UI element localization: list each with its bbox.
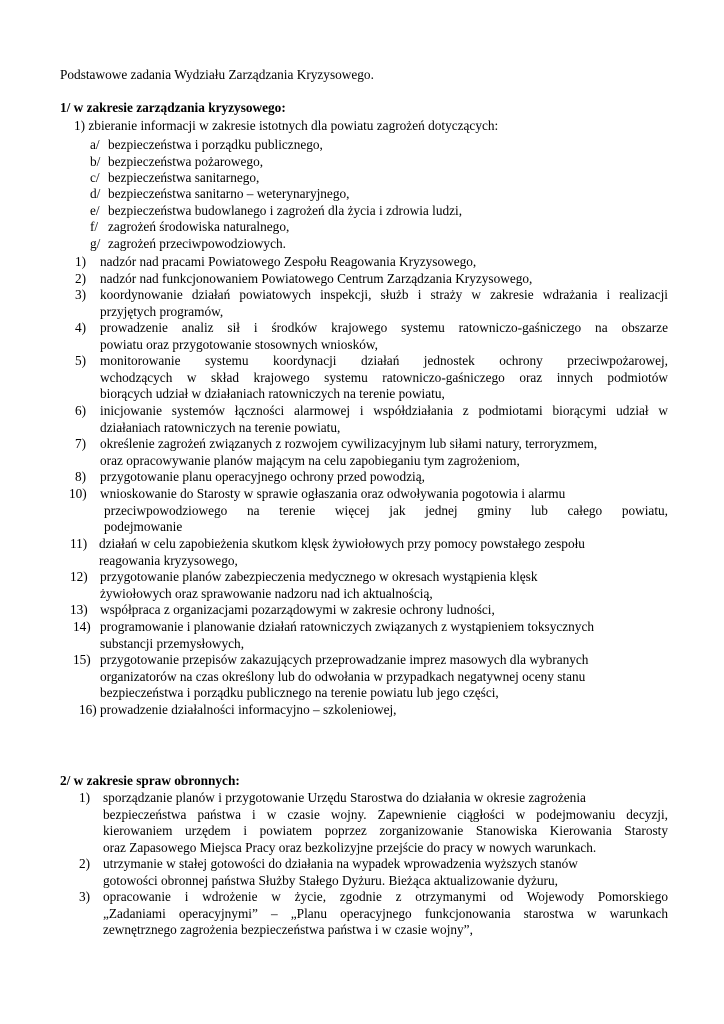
list-item xyxy=(100,320,668,353)
list-item-line: prowadzenie działalności informacyjno – szkoleniowej, xyxy=(100,702,397,717)
list-item xyxy=(99,536,668,569)
sub-list-item xyxy=(90,236,286,253)
list-item-line: przygotowanie planów zabezpieczenia medycznego w okresach wystąpienia klęsk xyxy=(100,569,538,584)
list-item-line: żywiołowych oraz sprawowanie nadzoru nad ich aktualnością, xyxy=(100,585,433,601)
sub-list-item xyxy=(90,170,259,187)
list-item-line: gotowości obronnej państwa Służby Stałego Dyżuru. Bieżąca aktualizowanie dyżuru, xyxy=(103,872,558,888)
list-item-line: działań w celu zapobieżenia skutkom klęsk żywiołowych przy pomocy powstałego zespołu xyxy=(99,536,585,551)
list-item-line: programowanie i planowanie działań ratowniczych związanych z wystąpieniem toksycznych xyxy=(100,619,595,634)
list-item xyxy=(100,403,668,436)
list-item-line: przyjętych programów, xyxy=(100,303,224,319)
list-number: 3) xyxy=(75,287,87,302)
list-item-line: prowadzenie analiz sił i środków krajowego systemu ratowniczo-gaśniczego na obszarze xyxy=(100,320,668,335)
intro-item xyxy=(74,118,498,135)
list-number: 4) xyxy=(75,320,87,335)
list-number: 11) xyxy=(70,536,88,551)
list-item-line: przygotowanie planu operacyjnego ochrony przed powodzią, xyxy=(100,469,425,484)
list-item xyxy=(103,856,668,889)
list-item xyxy=(100,271,668,288)
sub-list-text: bezpieczeństwa sanitarno – weterynaryjnego, xyxy=(108,186,350,201)
section-2-heading: 2/ w zakresie spraw obronnych: xyxy=(60,773,240,788)
list-item-line: reagowania kryzysowego, xyxy=(99,552,238,568)
list-item xyxy=(100,652,668,702)
sub-list-text: zagrożeń środowiska naturalnego, xyxy=(108,219,290,234)
list-number: 3) xyxy=(79,889,91,904)
list-item-line: przeciwpowodziowego na terenie więcej jak jednej gminy lub całego powiatu, xyxy=(104,502,668,518)
sub-list-text: bezpieczeństwa sanitarnego, xyxy=(108,170,260,185)
list-item-line: oraz opracowywanie planów mającym na celu zapobieganiu tym zagrożeniom, xyxy=(100,452,520,468)
sub-list-text: bezpieczeństwa budowlanego i zagrożeń dla życia i zdrowia ludzi, xyxy=(108,203,463,218)
list-item-line: monitorowanie systemu koordynacji działań jednostek ochrony przeciwpożarowej, xyxy=(100,353,668,368)
list-item xyxy=(103,790,668,856)
list-item xyxy=(103,889,668,939)
sub-list-item xyxy=(90,219,289,236)
sub-list-label: g/ xyxy=(90,236,101,251)
sub-list-item xyxy=(90,137,323,154)
list-item-line: powiatu oraz przygotowanie stosownych wniosków, xyxy=(100,336,378,352)
sub-list-item xyxy=(90,186,349,203)
list-item-line: koordynowanie działań powiatowych inspekcji, służb i straży w zakresie wdrażania i realizacji xyxy=(100,287,668,302)
list-item-line: nadzór nad funkcjonowaniem Powiatowego Centrum Zarządzania Kryzysowego, xyxy=(100,271,533,286)
list-item-line: substancji przemysłowych, xyxy=(100,635,245,651)
list-item-line: bezpieczeństwa państwa i w czasie wojny. Zapewnienie ciągłości w podejmowaniu decyzji, xyxy=(103,806,668,822)
list-item-line: oraz Zapasowego Miejsca Pracy oraz bezkolizyjne przejście do pracy w nowych warunkach. xyxy=(103,839,597,855)
list-item-line: przygotowanie przepisów zakazujących przeprowadzanie imprez masowych dla wybranych xyxy=(100,652,589,667)
list-item xyxy=(100,287,668,320)
sub-list-text: bezpieczeństwa i porządku publicznego, xyxy=(108,137,323,152)
page-title: Podstawowe zadania Wydziału Zarządzania Kryzysowego. xyxy=(60,67,374,82)
list-item-line: działaniach ratowniczych na terenie powiatu, xyxy=(100,419,341,435)
list-item-line: podejmowanie xyxy=(104,519,183,534)
list-number: 6) xyxy=(75,403,87,418)
list-number: 5) xyxy=(75,353,87,368)
sub-list-item xyxy=(90,154,263,171)
list-item xyxy=(100,602,668,619)
sub-list-label: f/ xyxy=(90,219,99,234)
list-item-line: zewnętrznego zagrożenia bezpieczeństwa państwa i w czasie wojny”, xyxy=(103,922,473,937)
list-item xyxy=(100,619,668,652)
list-number: 7) xyxy=(75,436,87,451)
list-item xyxy=(100,469,668,486)
sub-list-label: a/ xyxy=(90,137,100,152)
list-item-line: wchodzących w skład krajowego systemu ratowniczo-gaśniczego oraz innych podmiotów xyxy=(100,369,668,385)
list-item xyxy=(100,702,668,719)
sub-list-text: bezpieczeństwa pożarowego, xyxy=(108,154,264,169)
list-item xyxy=(100,569,668,602)
list-item xyxy=(100,254,668,271)
list-number: 2) xyxy=(75,271,87,286)
list-item-line: organizatorów na czas określony lub do odwołania w przypadkach negatywnej oceny stanu xyxy=(100,668,586,684)
list-item-line: kierowaniem urzędem i powiatem poprzez zorganizowanie Stanowiska Kierowania Starosty xyxy=(103,823,668,838)
sub-list-label: b/ xyxy=(90,154,101,169)
sub-list-label: d/ xyxy=(90,186,101,201)
list-item-line: bezpieczeństwa i porządku publicznego na terenie powiatu lub jego części, xyxy=(100,685,499,700)
list-number: 1) xyxy=(79,790,91,805)
sub-list-label: c/ xyxy=(90,170,100,185)
list-number: 14) xyxy=(73,619,91,634)
list-number: 2) xyxy=(79,856,91,871)
list-item xyxy=(100,486,668,536)
list-number: 8) xyxy=(75,469,87,484)
list-item xyxy=(100,353,668,403)
section-1-heading: 1/ w zakresie zarządzania kryzysowego: xyxy=(60,100,286,115)
list-item-line: utrzymanie w stałej gotowości do działania na wypadek wprowadzenia wyższych stanów xyxy=(103,856,578,871)
list-item xyxy=(100,436,668,469)
list-item-line: inicjowanie systemów łączności alarmowej i współdziałania z podmiotami biorącymi udział w xyxy=(100,403,668,418)
list-number: 13) xyxy=(70,602,88,617)
sub-list-label: e/ xyxy=(90,203,100,218)
list-item-line: opracowanie i wdrożenie w życie, zgodnie z otrzymanymi od Wojewody Pomorskiego xyxy=(103,889,668,904)
sub-list-item xyxy=(90,203,462,220)
list-item-line: współpraca z organizacjami pozarządowymi w zakresie ochrony ludności, xyxy=(100,602,495,617)
list-number: 1) xyxy=(74,118,86,133)
list-number: 16) xyxy=(79,702,97,717)
sub-list-text: zagrożeń przeciwpowodziowych. xyxy=(108,236,286,251)
list-item-line: wnioskowanie do Starosty w sprawie ogłaszania oraz odwoływania pogotowia i alarmu xyxy=(100,486,566,501)
list-number: 12) xyxy=(70,569,88,584)
list-text: zbieranie informacji w zakresie istotnych dla powiatu zagrożeń dotyczących: xyxy=(88,118,499,133)
list-number: 1) xyxy=(75,254,87,269)
list-item-line: określenie zagrożeń związanych z rozwojem cywilizacyjnym lub siłami natury, terroryzmem, xyxy=(100,436,598,451)
list-item-line: biorących udział w działaniach ratowniczych na terenie powiatu, xyxy=(100,386,445,401)
list-number: 10) xyxy=(69,486,87,501)
list-number: 15) xyxy=(73,652,91,667)
list-item-line: „Zadaniami operacyjnymi” – „Planu operacyjnego funkcjonowania starostwa w warunkach xyxy=(103,905,668,921)
list-item-line: nadzór nad pracami Powiatowego Zespołu Reagowania Kryzysowego, xyxy=(100,254,477,269)
list-item-line: sporządzanie planów i przygotowanie Urzędu Starostwa do działania w okresie zagrożenia xyxy=(103,790,586,805)
